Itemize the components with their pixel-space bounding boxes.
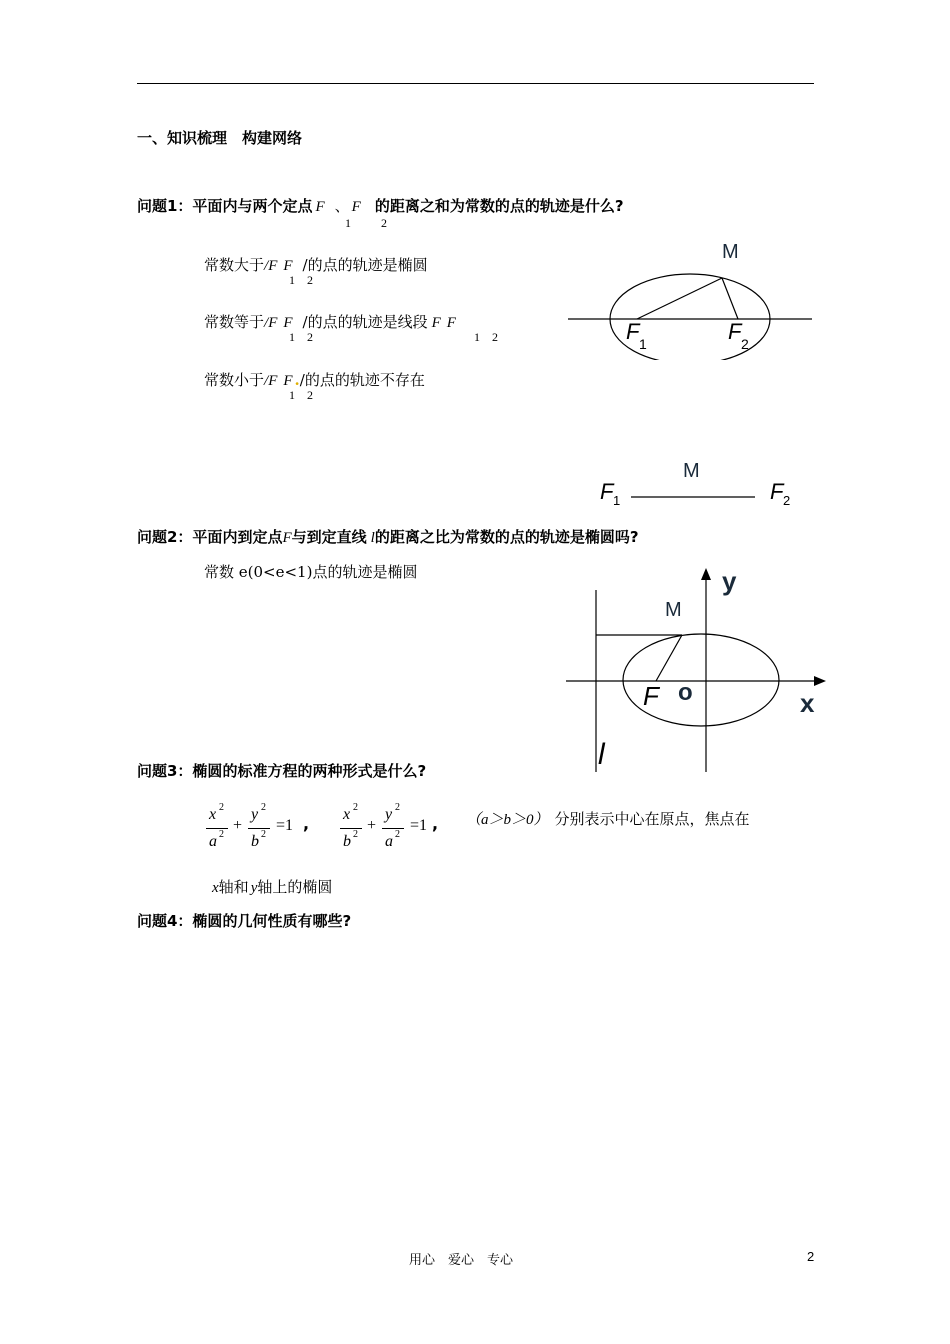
segment-mf2	[722, 278, 738, 319]
fraction-bar	[382, 828, 404, 829]
label-m: M	[722, 241, 739, 263]
fraction-bar	[206, 828, 228, 829]
x-axis-arrow	[814, 676, 826, 686]
label-f1-sub: 1	[639, 336, 647, 352]
f: F	[268, 315, 278, 331]
q1-line-less	[204, 369, 425, 390]
q3-condition: （a＞b＞0）	[466, 812, 549, 828]
section-heading: 一、知识梳理 构建网络	[137, 129, 303, 147]
sub: 2	[307, 330, 313, 344]
q3-desc: 分别表示中心在原点，焦点在	[554, 810, 750, 828]
f: F	[446, 315, 456, 331]
segment-mf1	[637, 278, 722, 319]
exp: 2	[261, 829, 266, 840]
label-x: x	[800, 688, 815, 718]
axis-y: y	[250, 880, 258, 896]
q1-line-less-pre: 常数小于	[204, 371, 265, 389]
label-f2-sub: 2	[783, 493, 791, 508]
footer-motto: 用心 爱心 专心	[409, 1253, 514, 1268]
label-f1: F	[600, 479, 614, 504]
sub: 1	[289, 330, 295, 344]
question-4: 问题4：椭圆的几何性质有哪些?	[137, 912, 352, 930]
sub: 2	[307, 388, 313, 402]
label-f: F	[643, 681, 659, 711]
q2-mid: 与到定直线	[291, 528, 367, 546]
q2-l: l	[370, 530, 375, 546]
label-f2: F	[728, 319, 742, 344]
eq2-numerator-2: y	[385, 806, 393, 823]
label-m: M	[665, 599, 682, 621]
sub: 2	[492, 330, 498, 344]
q2-suffix: 的距离之比为常数的点的轨迹是椭圆吗?	[374, 528, 639, 546]
eq1-denominator-1: a	[209, 833, 217, 850]
comma: ,	[303, 814, 310, 833]
plus: +	[367, 817, 377, 834]
ellipse-foci-figure	[560, 230, 820, 360]
q1-line-greater-post: /的点的轨迹是椭圆	[302, 256, 428, 274]
exp: 2	[395, 829, 400, 840]
q3-description-continued	[212, 876, 332, 897]
accent-dot: .	[294, 371, 300, 389]
f: F	[283, 373, 293, 389]
exp: 2	[219, 829, 224, 840]
q1-line-equal	[204, 311, 456, 332]
q3-desc-end: 轴上的椭圆	[257, 878, 333, 896]
q1-line-greater	[204, 254, 428, 275]
sub: 2	[307, 273, 313, 287]
f: F	[283, 315, 293, 331]
q1-line-greater-pre: 常数大于	[204, 256, 265, 274]
bar: /	[264, 373, 269, 389]
question-2	[137, 526, 639, 547]
exp: 2	[353, 829, 358, 840]
q1-f2: F	[351, 199, 361, 215]
sub: 1	[289, 388, 295, 402]
q2-prefix: 问题2：平面内到定点	[137, 528, 283, 546]
q1-prefix: 问题1：平面内与两个定点	[137, 197, 313, 215]
sub: 1	[289, 273, 295, 287]
ellipse	[623, 634, 779, 726]
label-f1: F	[626, 319, 640, 344]
q1-sub2: 2	[381, 216, 387, 230]
label-origin: o	[678, 679, 693, 706]
page-number: 2	[807, 1249, 815, 1264]
fraction-bar	[340, 828, 362, 829]
q2-answer: 常数 e(0<e<1)点的轨迹是椭圆	[204, 563, 418, 581]
q1-suffix: 的距离之和为常数的点的轨迹是什么?	[374, 197, 624, 215]
segment-figure	[595, 455, 805, 510]
comma: ,	[432, 814, 439, 833]
eq2-denominator-2: a	[385, 833, 393, 850]
f: F	[431, 315, 441, 331]
eq1-denominator-2: b	[251, 833, 259, 850]
eq2-denominator-1: b	[343, 833, 351, 850]
q1-line-equal-post: /的点的轨迹是线段	[302, 313, 428, 331]
q3-desc-mid: 轴和	[218, 878, 249, 896]
f: F	[268, 373, 278, 389]
bar: /	[264, 315, 269, 331]
eq1-numerator-1: x	[209, 806, 217, 823]
label-l: l	[598, 738, 605, 771]
question-3: 问题3：椭圆的标准方程的两种形式是什么?	[137, 762, 427, 780]
label-f2: F	[770, 479, 784, 504]
header-rule	[137, 83, 814, 84]
q1-f1: F	[315, 199, 325, 215]
f: F	[268, 258, 278, 274]
q2-f: F	[282, 530, 292, 546]
ellipse-directrix-figure	[560, 560, 830, 775]
q1-line-less-post: /的点的轨迹不存在	[299, 371, 425, 389]
equals-one: =1	[276, 817, 294, 834]
q3-description	[466, 808, 750, 829]
eq2-numerator-1: x	[343, 806, 351, 823]
q1-sub1: 1	[345, 216, 351, 230]
plus: +	[233, 817, 243, 834]
exp: 2	[219, 802, 224, 813]
label-m: M	[683, 460, 700, 482]
segment-mf	[656, 635, 682, 681]
bar: /	[264, 258, 269, 274]
eq1-numerator-2: y	[251, 806, 259, 823]
label-f2-sub: 2	[741, 336, 749, 352]
exp: 2	[353, 802, 358, 813]
q1-line-equal-pre: 常数等于	[204, 313, 265, 331]
equals-one: =1	[410, 817, 428, 834]
q1-sep: 、	[334, 197, 350, 215]
exp: 2	[395, 802, 400, 813]
label-f1-sub: 1	[613, 493, 621, 508]
label-y: y	[722, 566, 737, 596]
f: F	[283, 258, 293, 274]
fraction-bar	[248, 828, 270, 829]
exp: 2	[261, 802, 266, 813]
y-axis-arrow	[701, 568, 711, 580]
question-1	[137, 195, 624, 216]
axis-x: x	[212, 880, 219, 896]
sub: 1	[474, 330, 480, 344]
